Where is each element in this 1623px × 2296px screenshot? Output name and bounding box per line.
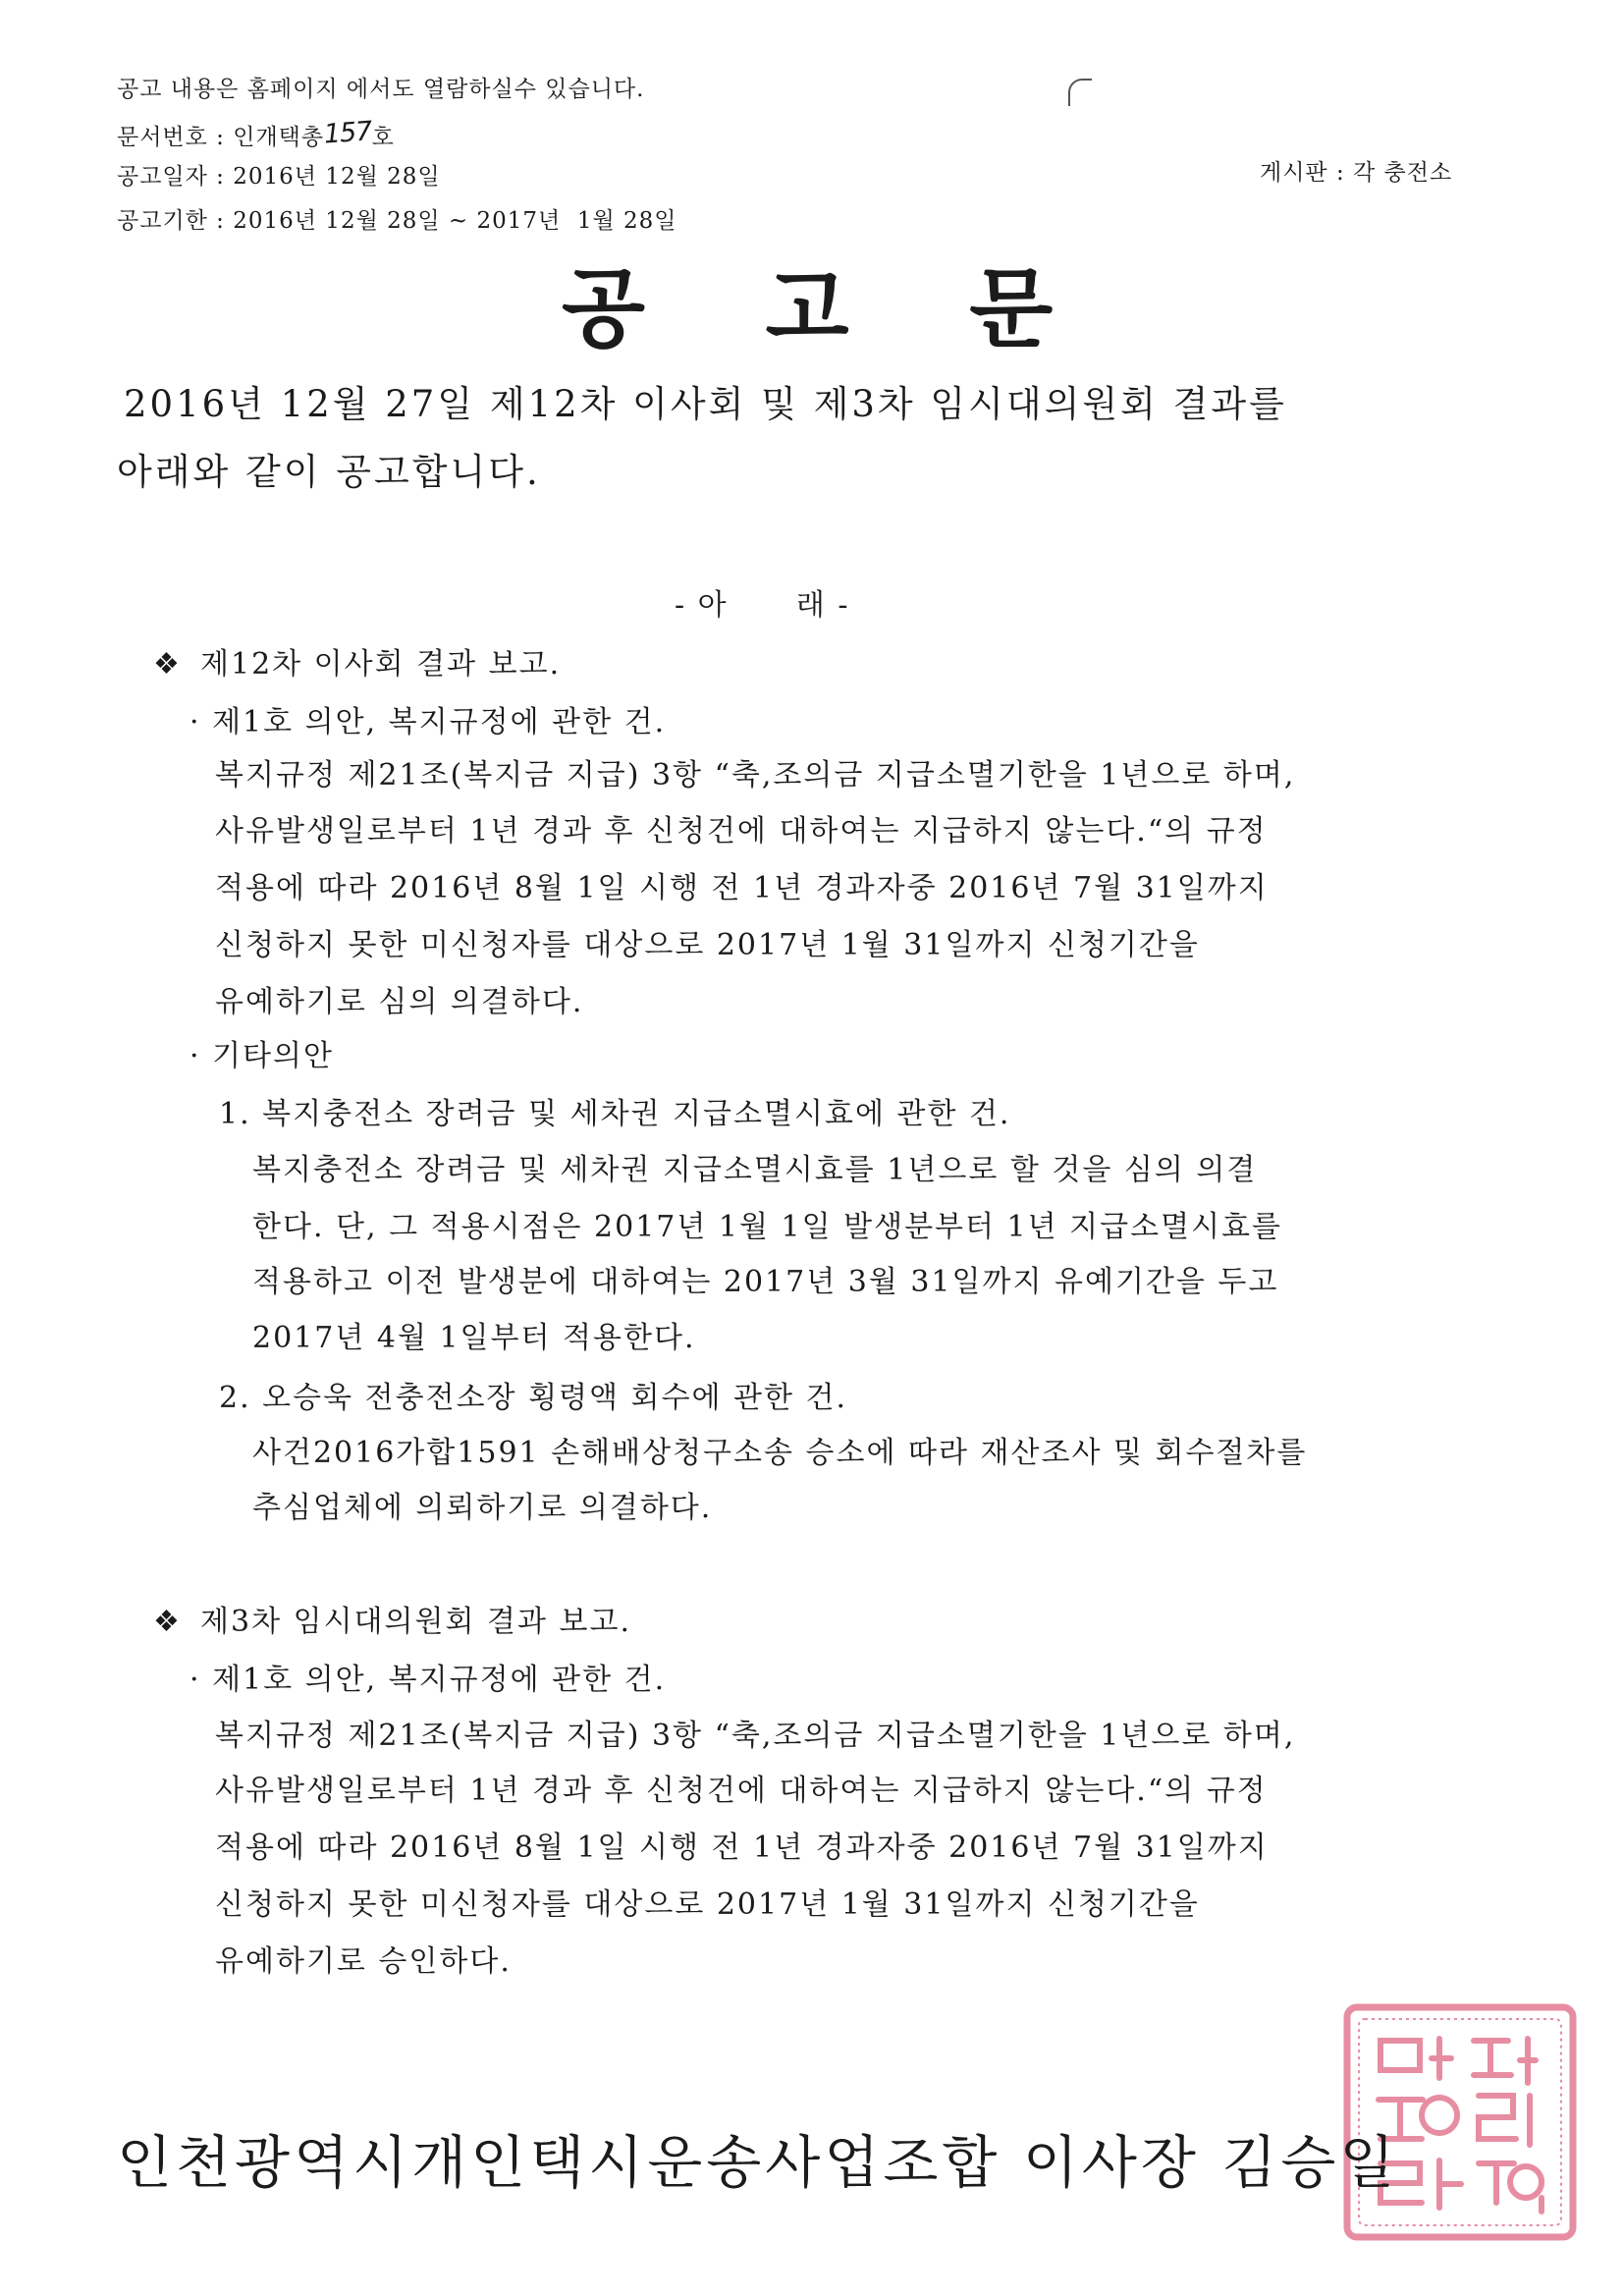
notice-period: 공고기한 : 2016년 12월 28일 ~ 2017년 1월 28일 (117, 208, 677, 234)
page-title: 공 고 문 (562, 257, 1099, 359)
document-number-label: 문서번호 : (117, 125, 234, 150)
document-number-prefix: 인개택총 (233, 125, 325, 150)
item-line: 유예하기로 승인하다. (215, 1944, 512, 1979)
handwritten-number: 157 (322, 116, 373, 150)
item-title: · 기타의안 (189, 1039, 334, 1073)
scan-mark (1068, 79, 1092, 106)
item-line: 신청하지 못한 미신청자를 대상으로 2017년 1월 31일까지 신청기간을 (215, 1887, 1200, 1922)
section-bullet-icon: ❖ (153, 647, 182, 682)
item-line: 복지규정 제21조(복지금 지급) 3항 “축,조의금 지급소멸기한을 1년으로 하며, (215, 758, 1296, 793)
official-seal-icon (1341, 2001, 1579, 2243)
subitem-line: 사건2016가합1591 손해배상청구소송 승소에 따라 재산조사 및 회수절차를 (252, 1436, 1308, 1470)
section-heading: 제12차 이사회 결과 보고. (200, 647, 562, 682)
section-bullet-icon: ❖ (153, 1605, 182, 1639)
subitem-title: 1. 복지충전소 장려금 및 세차권 지급소멸시효에 관한 건. (219, 1097, 1011, 1131)
item-title: · 제1호 의안, 복지규정에 관한 건. (189, 1663, 667, 1697)
subitem-line: 2017년 4월 1일부터 적용한다. (252, 1321, 696, 1355)
subitem-line: 추심업체에 의뢰하기로 의결하다. (252, 1491, 713, 1525)
subitem-line: 한다. 단, 그 적용시점은 2017년 1월 1일 발생분부터 1년 지급소멸시효를 (252, 1210, 1283, 1244)
subitem-line: 적용하고 이전 발생분에 대하여는 2017년 3월 31일까지 유예기간을 두고 (252, 1265, 1279, 1299)
subitem-title: 2. 오승욱 전충전소장 횡령액 회수에 관한 건. (219, 1381, 848, 1415)
item-line: 적용에 따라 2016년 8월 1일 시행 전 1년 경과자중 2016년 7월 31일까지 (215, 871, 1269, 905)
document-number (117, 116, 395, 150)
item-line: 사유발생일로부터 1년 경과 후 신청건에 대하여는 지급하지 않는다.“의 규정 (215, 1774, 1268, 1808)
intro-line-2: 아래와 같이 공고합니다. (117, 451, 541, 493)
signature-line: 인천광역시개인택시운송사업조합 이사장 김승일 (117, 2129, 1399, 2196)
item-line: 적용에 따라 2016년 8월 1일 시행 전 1년 경과자중 2016년 7월 31일까지 (215, 1831, 1269, 1865)
intro-line-1: 2016년 12월 27일 제12차 이사회 및 제3차 임시대의원회 결과를 (124, 383, 1287, 425)
section-heading: 제3차 임시대의원회 결과 보고. (200, 1605, 631, 1639)
issue-date: 공고일자 : 2016년 12월 28일 (117, 164, 441, 190)
document-number-suffix: 호 (371, 125, 395, 150)
item-line: 복지규정 제21조(복지금 지급) 3항 “축,조의금 지급소멸기한을 1년으로 하며, (215, 1719, 1296, 1753)
item-line: 사유발생일로부터 1년 경과 후 신청건에 대하여는 지급하지 않는다.“의 규정 (215, 814, 1268, 848)
posting-board: 게시판 : 각 충전소 (1260, 160, 1453, 186)
item-title: · 제1호 의안, 복지규정에 관한 건. (189, 705, 667, 739)
subitem-line: 복지충전소 장려금 및 세차권 지급소멸시효를 1년으로 할 것을 심의 의결 (252, 1153, 1258, 1187)
item-line: 신청하지 못한 미신청자를 대상으로 2017년 1월 31일까지 신청기간을 (215, 928, 1200, 962)
notice-text: 공고 내용은 홈페이지 에서도 열람하실수 있습니다. (117, 77, 645, 102)
section-divider: - 아 래 - (675, 588, 850, 623)
item-line: 유예하기로 심의 의결하다. (215, 985, 584, 1019)
